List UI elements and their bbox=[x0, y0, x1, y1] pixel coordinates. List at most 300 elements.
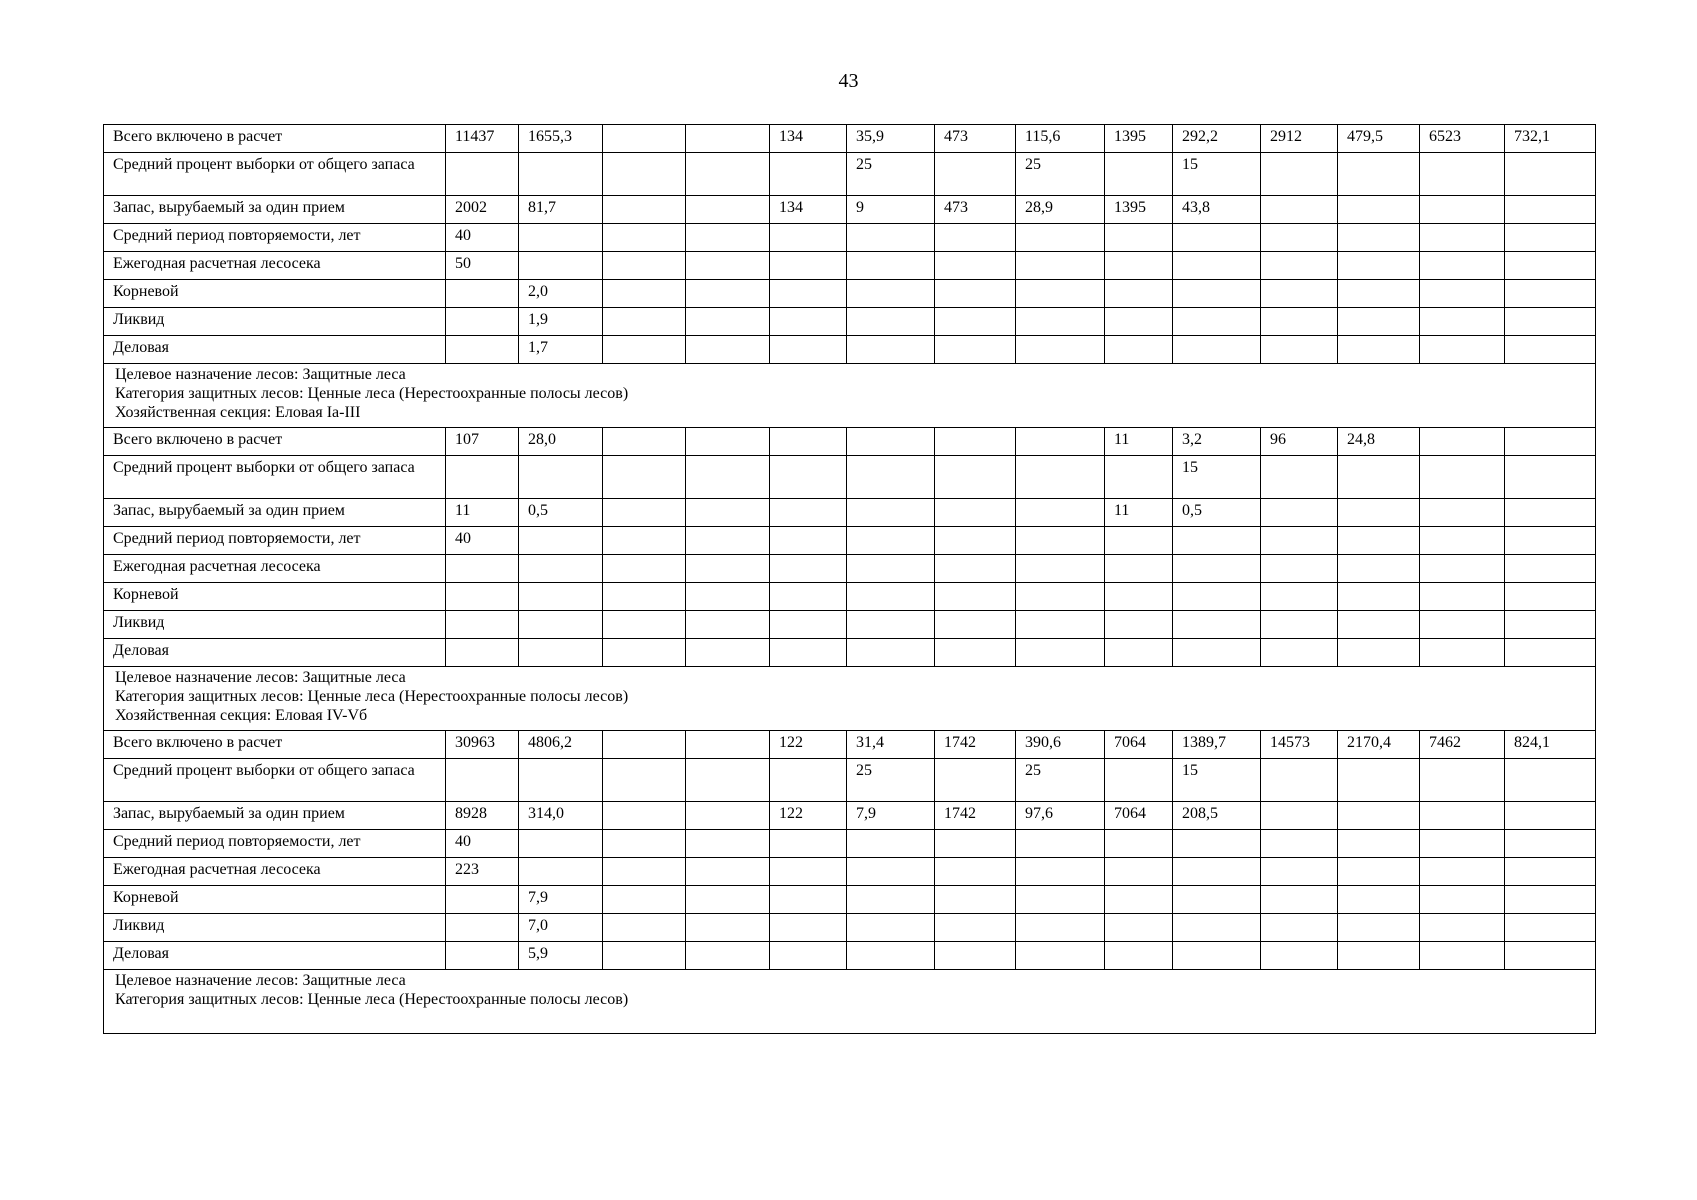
table-cell: 107 bbox=[446, 428, 519, 456]
table-cell bbox=[1173, 336, 1261, 364]
table-cell bbox=[1505, 224, 1596, 252]
section-header-cell bbox=[104, 970, 1596, 1034]
table-cell bbox=[446, 914, 519, 942]
table-cell bbox=[1261, 499, 1338, 527]
table-row bbox=[104, 942, 1596, 970]
table-cell: 473 bbox=[935, 125, 1016, 153]
table-cell bbox=[770, 942, 847, 970]
table-cell bbox=[1505, 308, 1596, 336]
table-cell bbox=[603, 336, 686, 364]
table-cell bbox=[1420, 456, 1505, 499]
table-cell: 1389,7 bbox=[1173, 731, 1261, 759]
table-cell: 390,6 bbox=[1016, 731, 1105, 759]
table-cell bbox=[1505, 428, 1596, 456]
table-row bbox=[104, 639, 1596, 667]
table-cell bbox=[847, 942, 935, 970]
table-cell bbox=[603, 583, 686, 611]
table-cell bbox=[603, 224, 686, 252]
table-cell bbox=[847, 308, 935, 336]
table-cell bbox=[603, 731, 686, 759]
table-cell bbox=[1505, 802, 1596, 830]
table-cell bbox=[519, 639, 603, 667]
table-cell bbox=[603, 456, 686, 499]
table-row bbox=[104, 252, 1596, 280]
table-cell: 81,7 bbox=[519, 196, 603, 224]
table-cell: 43,8 bbox=[1173, 196, 1261, 224]
table-cell: 30963 bbox=[446, 731, 519, 759]
table-cell bbox=[1505, 280, 1596, 308]
row-label: Ежегодная расчетная лесосека bbox=[104, 555, 446, 583]
section-header-cell bbox=[104, 667, 1596, 731]
table-cell: 11437 bbox=[446, 125, 519, 153]
table-cell bbox=[935, 942, 1016, 970]
table-cell: 134 bbox=[770, 196, 847, 224]
table-cell bbox=[603, 759, 686, 802]
table-cell bbox=[1338, 759, 1420, 802]
table-cell bbox=[603, 153, 686, 196]
table-cell bbox=[770, 153, 847, 196]
table-cell bbox=[935, 280, 1016, 308]
table-row bbox=[104, 527, 1596, 555]
table-cell: 14573 bbox=[1261, 731, 1338, 759]
table-cell bbox=[1261, 759, 1338, 802]
table-cell: 11 bbox=[446, 499, 519, 527]
table-cell bbox=[1105, 830, 1173, 858]
table-cell bbox=[1261, 802, 1338, 830]
table-cell bbox=[770, 252, 847, 280]
table-cell bbox=[1261, 252, 1338, 280]
table-cell bbox=[847, 280, 935, 308]
table-cell bbox=[603, 858, 686, 886]
table-cell bbox=[1105, 583, 1173, 611]
page-number: 43 bbox=[838, 70, 859, 92]
table-cell bbox=[519, 555, 603, 583]
row-label: Ежегодная расчетная лесосека bbox=[104, 858, 446, 886]
table-cell bbox=[446, 942, 519, 970]
table-cell bbox=[770, 914, 847, 942]
table-cell bbox=[1016, 456, 1105, 499]
table-cell bbox=[770, 527, 847, 555]
table-cell: 7462 bbox=[1420, 731, 1505, 759]
table-cell bbox=[1261, 196, 1338, 224]
table-cell bbox=[770, 499, 847, 527]
table-cell bbox=[446, 759, 519, 802]
table-cell bbox=[1420, 336, 1505, 364]
table-cell bbox=[603, 499, 686, 527]
table-cell bbox=[519, 456, 603, 499]
row-label: Ликвид bbox=[104, 914, 446, 942]
table-cell: 3,2 bbox=[1173, 428, 1261, 456]
table-row bbox=[104, 280, 1596, 308]
table-row bbox=[104, 428, 1596, 456]
section-header-row bbox=[104, 667, 1596, 731]
table-cell bbox=[935, 224, 1016, 252]
section-header-line: Целевое назначение лесов: Защитные леса bbox=[115, 972, 406, 989]
table-cell: 11 bbox=[1105, 499, 1173, 527]
table-cell bbox=[935, 252, 1016, 280]
table-cell bbox=[770, 858, 847, 886]
table-cell: 25 bbox=[1016, 153, 1105, 196]
table-cell: 15 bbox=[1173, 456, 1261, 499]
table-cell bbox=[1505, 830, 1596, 858]
table-cell bbox=[519, 153, 603, 196]
table-cell bbox=[1505, 527, 1596, 555]
table-cell bbox=[603, 830, 686, 858]
table-cell bbox=[1105, 611, 1173, 639]
table-cell bbox=[603, 639, 686, 667]
table-cell bbox=[1016, 224, 1105, 252]
table-cell: 1395 bbox=[1105, 196, 1173, 224]
table-cell bbox=[935, 499, 1016, 527]
table-cell bbox=[686, 802, 770, 830]
table-cell bbox=[1173, 858, 1261, 886]
table-cell: 35,9 bbox=[847, 125, 935, 153]
table-cell bbox=[603, 555, 686, 583]
table-cell: 50 bbox=[446, 252, 519, 280]
table-cell bbox=[1173, 830, 1261, 858]
table-cell bbox=[1505, 639, 1596, 667]
row-label: Деловая bbox=[104, 639, 446, 667]
section-header-row bbox=[104, 364, 1596, 428]
table-cell: 15 bbox=[1173, 759, 1261, 802]
table-cell bbox=[1261, 858, 1338, 886]
section-header-line: Хозяйственная секция: Еловая IV-Vб bbox=[115, 707, 368, 724]
table-cell bbox=[1016, 428, 1105, 456]
table-cell bbox=[1420, 224, 1505, 252]
row-label: Запас, вырубаемый за один прием bbox=[104, 499, 446, 527]
table-cell bbox=[1420, 942, 1505, 970]
section-header-line: Целевое назначение лесов: Защитные леса bbox=[115, 669, 406, 686]
table-cell: 28,9 bbox=[1016, 196, 1105, 224]
table-cell bbox=[1505, 942, 1596, 970]
table-cell bbox=[1016, 639, 1105, 667]
table-row bbox=[104, 802, 1596, 830]
table-cell bbox=[770, 428, 847, 456]
table-cell bbox=[1016, 555, 1105, 583]
table-cell bbox=[1261, 280, 1338, 308]
table-cell bbox=[770, 639, 847, 667]
table-cell bbox=[1173, 611, 1261, 639]
table-cell bbox=[1173, 886, 1261, 914]
table-cell bbox=[1173, 308, 1261, 336]
table-cell bbox=[1173, 280, 1261, 308]
table-cell bbox=[1105, 914, 1173, 942]
table-cell bbox=[446, 456, 519, 499]
table-cell bbox=[770, 224, 847, 252]
table-cell bbox=[1261, 336, 1338, 364]
table-cell bbox=[935, 153, 1016, 196]
table-cell bbox=[1420, 830, 1505, 858]
table-cell bbox=[1016, 942, 1105, 970]
table-cell: 2170,4 bbox=[1338, 731, 1420, 759]
table-cell bbox=[519, 759, 603, 802]
table-cell bbox=[935, 611, 1016, 639]
table-cell bbox=[686, 308, 770, 336]
table-cell: 8928 bbox=[446, 802, 519, 830]
table-cell bbox=[935, 308, 1016, 336]
row-label: Средний процент выборки от общего запаса bbox=[104, 153, 446, 196]
table-cell bbox=[1420, 196, 1505, 224]
table-body bbox=[104, 125, 1596, 1034]
table-cell bbox=[847, 858, 935, 886]
table-cell bbox=[686, 555, 770, 583]
table-cell bbox=[935, 336, 1016, 364]
table-cell bbox=[770, 336, 847, 364]
table-cell bbox=[1016, 611, 1105, 639]
table-row bbox=[104, 611, 1596, 639]
table-cell: 314,0 bbox=[519, 802, 603, 830]
table-cell: 1,9 bbox=[519, 308, 603, 336]
table-cell bbox=[686, 639, 770, 667]
table-cell bbox=[686, 527, 770, 555]
section-header-line: Категория защитных лесов: Ценные леса (Нерестоохранные полосы лесов) bbox=[115, 991, 629, 1008]
table-cell: 7,0 bbox=[519, 914, 603, 942]
table-cell bbox=[847, 456, 935, 499]
row-label: Корневой bbox=[104, 583, 446, 611]
table-cell bbox=[1420, 759, 1505, 802]
table-cell bbox=[1505, 196, 1596, 224]
table-cell bbox=[935, 583, 1016, 611]
table-cell bbox=[1105, 858, 1173, 886]
table-cell: 31,4 bbox=[847, 731, 935, 759]
table-cell bbox=[1505, 611, 1596, 639]
table-cell: 2,0 bbox=[519, 280, 603, 308]
table-cell bbox=[1105, 252, 1173, 280]
table-cell bbox=[1338, 914, 1420, 942]
section-header-line: Хозяйственная секция: Еловая Ia-III bbox=[115, 404, 361, 421]
table-cell bbox=[519, 527, 603, 555]
table-cell bbox=[1173, 527, 1261, 555]
table-cell: 5,9 bbox=[519, 942, 603, 970]
table-cell bbox=[847, 555, 935, 583]
row-label: Средний процент выборки от общего запаса bbox=[104, 759, 446, 802]
table-cell bbox=[686, 914, 770, 942]
table-cell bbox=[1016, 280, 1105, 308]
row-label: Средний период повторяемости, лет bbox=[104, 830, 446, 858]
table-cell: 134 bbox=[770, 125, 847, 153]
table-cell bbox=[686, 499, 770, 527]
row-label: Ежегодная расчетная лесосека bbox=[104, 252, 446, 280]
table-cell bbox=[603, 886, 686, 914]
table-cell bbox=[1338, 802, 1420, 830]
table-cell bbox=[686, 456, 770, 499]
table-cell bbox=[847, 252, 935, 280]
table-cell bbox=[1261, 886, 1338, 914]
table-cell bbox=[686, 731, 770, 759]
table-cell bbox=[1338, 639, 1420, 667]
table-cell bbox=[935, 639, 1016, 667]
table-cell bbox=[847, 527, 935, 555]
table-cell bbox=[519, 611, 603, 639]
table-cell: 473 bbox=[935, 196, 1016, 224]
table-cell bbox=[1420, 252, 1505, 280]
table-cell bbox=[1016, 499, 1105, 527]
table-cell: 11 bbox=[1105, 428, 1173, 456]
table-cell bbox=[1261, 914, 1338, 942]
table-cell bbox=[1420, 499, 1505, 527]
table-cell bbox=[770, 886, 847, 914]
table-cell bbox=[1505, 583, 1596, 611]
table-cell: 15 bbox=[1173, 153, 1261, 196]
table-cell bbox=[1016, 583, 1105, 611]
table-cell: 824,1 bbox=[1505, 731, 1596, 759]
table-cell bbox=[1016, 914, 1105, 942]
table-cell: 122 bbox=[770, 802, 847, 830]
table-cell bbox=[446, 583, 519, 611]
table-cell bbox=[1338, 942, 1420, 970]
row-label: Средний процент выборки от общего запаса bbox=[104, 456, 446, 499]
table-cell bbox=[1420, 280, 1505, 308]
table-cell bbox=[686, 428, 770, 456]
table-cell bbox=[1505, 336, 1596, 364]
row-label: Деловая bbox=[104, 942, 446, 970]
table-cell bbox=[519, 830, 603, 858]
table-cell bbox=[686, 280, 770, 308]
table-cell bbox=[1261, 639, 1338, 667]
table-row bbox=[104, 308, 1596, 336]
table-cell bbox=[686, 252, 770, 280]
table-cell bbox=[935, 914, 1016, 942]
table-cell bbox=[1261, 308, 1338, 336]
table-row bbox=[104, 759, 1596, 802]
table-cell bbox=[1173, 555, 1261, 583]
table-cell bbox=[603, 914, 686, 942]
table-cell bbox=[446, 611, 519, 639]
table-cell bbox=[1173, 942, 1261, 970]
table-cell bbox=[1261, 153, 1338, 196]
table-cell bbox=[686, 153, 770, 196]
table-cell bbox=[686, 858, 770, 886]
table-cell bbox=[770, 308, 847, 336]
table-cell: 40 bbox=[446, 527, 519, 555]
table-cell bbox=[1016, 336, 1105, 364]
table-cell bbox=[1420, 914, 1505, 942]
table-cell bbox=[1420, 583, 1505, 611]
section-header-row bbox=[104, 970, 1596, 1034]
table-cell bbox=[935, 759, 1016, 802]
table-cell bbox=[446, 639, 519, 667]
table-cell bbox=[1105, 224, 1173, 252]
table-cell: 4806,2 bbox=[519, 731, 603, 759]
table-cell bbox=[1420, 611, 1505, 639]
table-cell bbox=[1173, 639, 1261, 667]
table-cell bbox=[1505, 555, 1596, 583]
table-cell bbox=[1173, 583, 1261, 611]
table-cell bbox=[1105, 336, 1173, 364]
table-cell bbox=[519, 583, 603, 611]
table-cell: 479,5 bbox=[1338, 125, 1420, 153]
table-cell bbox=[1338, 280, 1420, 308]
table-cell bbox=[847, 914, 935, 942]
table-cell: 1655,3 bbox=[519, 125, 603, 153]
table-cell bbox=[1261, 611, 1338, 639]
table-row bbox=[104, 830, 1596, 858]
table-cell bbox=[1105, 759, 1173, 802]
table-cell: 25 bbox=[847, 759, 935, 802]
table-cell: 223 bbox=[446, 858, 519, 886]
section-header-line: Категория защитных лесов: Ценные леса (Нерестоохранные полосы лесов) bbox=[115, 688, 629, 705]
table-cell: 0,5 bbox=[519, 499, 603, 527]
cutting-calculation-table bbox=[103, 124, 1596, 1034]
table-cell: 208,5 bbox=[1173, 802, 1261, 830]
table-cell bbox=[603, 125, 686, 153]
table-cell bbox=[519, 224, 603, 252]
table-cell bbox=[603, 196, 686, 224]
table-cell bbox=[519, 858, 603, 886]
table-cell bbox=[1420, 428, 1505, 456]
table-cell bbox=[1105, 527, 1173, 555]
table-cell bbox=[686, 583, 770, 611]
table-cell: 2002 bbox=[446, 196, 519, 224]
table-cell bbox=[935, 428, 1016, 456]
table-cell: 25 bbox=[1016, 759, 1105, 802]
table-cell bbox=[1420, 555, 1505, 583]
table-cell bbox=[1173, 914, 1261, 942]
table-row bbox=[104, 153, 1596, 196]
table-cell bbox=[847, 336, 935, 364]
row-label: Ликвид bbox=[104, 611, 446, 639]
table-cell bbox=[770, 456, 847, 499]
table-cell: 25 bbox=[847, 153, 935, 196]
table-cell bbox=[847, 224, 935, 252]
table-row bbox=[104, 555, 1596, 583]
table-cell: 96 bbox=[1261, 428, 1338, 456]
table-cell bbox=[603, 942, 686, 970]
table-cell bbox=[1338, 527, 1420, 555]
table-cell: 9 bbox=[847, 196, 935, 224]
row-label: Всего включено в расчет bbox=[104, 731, 446, 759]
table-cell bbox=[1420, 639, 1505, 667]
table-row bbox=[104, 858, 1596, 886]
table-cell bbox=[935, 456, 1016, 499]
table-cell bbox=[1016, 527, 1105, 555]
table-cell bbox=[603, 802, 686, 830]
table-cell bbox=[1420, 802, 1505, 830]
row-label: Ликвид bbox=[104, 308, 446, 336]
table-cell: 1742 bbox=[935, 802, 1016, 830]
table-cell: 0,5 bbox=[1173, 499, 1261, 527]
table-cell bbox=[1338, 499, 1420, 527]
table-cell bbox=[1105, 456, 1173, 499]
table-cell bbox=[847, 830, 935, 858]
section-header-line: Целевое назначение лесов: Защитные леса bbox=[115, 366, 406, 383]
table-cell bbox=[1016, 886, 1105, 914]
table-cell bbox=[1338, 611, 1420, 639]
row-label: Всего включено в расчет bbox=[104, 125, 446, 153]
table-cell bbox=[603, 611, 686, 639]
table-cell bbox=[603, 527, 686, 555]
table-cell bbox=[446, 280, 519, 308]
table-cell bbox=[935, 527, 1016, 555]
table-row bbox=[104, 886, 1596, 914]
table-cell bbox=[1173, 252, 1261, 280]
table-cell bbox=[446, 886, 519, 914]
table-cell bbox=[603, 308, 686, 336]
table-row bbox=[104, 731, 1596, 759]
table-cell bbox=[935, 555, 1016, 583]
section-header-cell bbox=[104, 364, 1596, 428]
row-label: Деловая bbox=[104, 336, 446, 364]
table-cell: 1742 bbox=[935, 731, 1016, 759]
table-cell bbox=[1338, 858, 1420, 886]
table-row bbox=[104, 224, 1596, 252]
table-cell bbox=[1105, 942, 1173, 970]
table-cell bbox=[770, 611, 847, 639]
table-cell bbox=[1338, 153, 1420, 196]
table-cell bbox=[1105, 555, 1173, 583]
row-label: Всего включено в расчет bbox=[104, 428, 446, 456]
table-cell bbox=[1016, 308, 1105, 336]
